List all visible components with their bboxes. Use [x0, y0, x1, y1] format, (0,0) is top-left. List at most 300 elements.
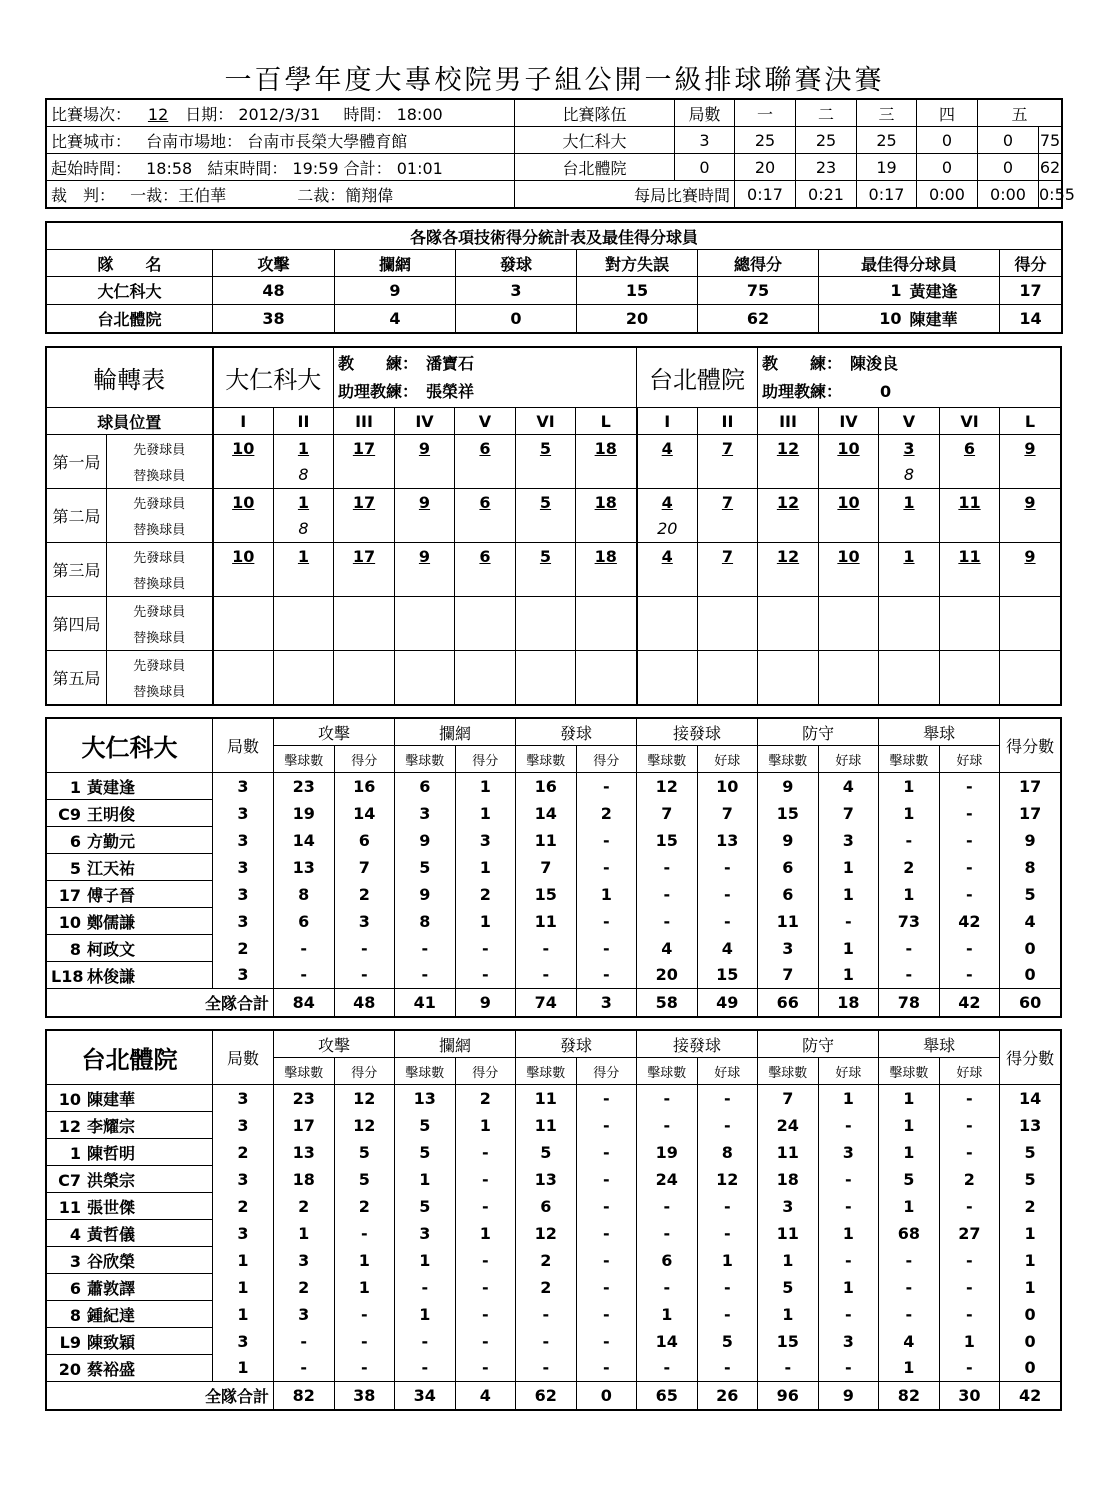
sub-player — [395, 678, 455, 705]
stat-sub-header: 擊球數 — [879, 746, 940, 773]
match-no-cell — [47, 100, 515, 127]
starter-player: 5 — [516, 435, 576, 462]
stat-value: 2 — [334, 1193, 395, 1220]
team-a-name: 大仁科大 — [213, 348, 334, 408]
stat-value: - — [576, 1166, 637, 1193]
starter-player: 6 — [455, 489, 516, 516]
best-player-name: 陳建華 — [906, 305, 1000, 333]
player-cell — [47, 1274, 213, 1301]
sub-player — [940, 678, 1000, 705]
stat-value: 1 — [1000, 1220, 1061, 1247]
position-header: VI — [940, 408, 1000, 435]
player-row — [47, 1220, 1061, 1247]
stat-value: - — [697, 1355, 758, 1382]
tech-team: 台北體院 — [47, 305, 213, 333]
player-cell — [47, 854, 213, 881]
player-cell — [47, 1328, 213, 1355]
starter-player: 1 — [879, 543, 940, 570]
stat-value: 12 — [697, 1166, 758, 1193]
stat-value: 15 — [697, 962, 758, 989]
starter-player: 7 — [698, 543, 758, 570]
date-value: 2012/3/31 — [238, 104, 321, 124]
stat-value: 4 — [818, 773, 879, 800]
stat-value: 11 — [516, 1085, 577, 1112]
stat-value: - — [455, 1193, 516, 1220]
stat-value: - — [818, 1355, 879, 1382]
stat-value: 9 — [1000, 827, 1061, 854]
player-name: 林俊謙 — [87, 966, 136, 986]
set-score: 25 — [857, 127, 917, 154]
stat-value: 2 — [213, 1139, 274, 1166]
position-header: II — [274, 408, 334, 435]
stat-value: 68 — [879, 1220, 940, 1247]
stat-value: 9 — [758, 827, 819, 854]
sub-player — [455, 624, 516, 651]
player-row — [47, 908, 1061, 935]
stat-value: - — [939, 1193, 1000, 1220]
stat-value: 16 — [334, 773, 395, 800]
starter-player — [455, 597, 516, 624]
stat-value: 1 — [879, 881, 940, 908]
stat-value: - — [334, 1220, 395, 1247]
stat-value: - — [395, 962, 456, 989]
stat-value: 1 — [395, 1247, 456, 1274]
rotation-set-row — [47, 651, 1061, 678]
sub-player — [274, 678, 334, 705]
sub-player — [576, 624, 637, 651]
stat-sub-header: 好球 — [939, 1058, 1000, 1085]
set-time: 0:00 — [917, 181, 978, 208]
sub-player — [395, 624, 455, 651]
player-number: C7 — [58, 1170, 81, 1190]
starter-player: 10 — [819, 543, 879, 570]
tech-header: 總得分 — [698, 250, 819, 277]
sub-player — [940, 462, 1000, 489]
set-time: 0:55 — [1039, 181, 1062, 208]
starter-player: 10 — [819, 489, 879, 516]
stat-value: 11 — [516, 827, 577, 854]
position-header: IV — [819, 408, 879, 435]
referee-2: 二裁：簡翔偉 — [297, 185, 394, 205]
stat-value: 3 — [213, 962, 274, 989]
team-total-value: 9 — [818, 1382, 879, 1410]
time-label: 時間： — [343, 104, 392, 124]
starter-player: 3 — [879, 435, 940, 462]
stat-value: - — [576, 1247, 637, 1274]
referee-cell — [47, 181, 515, 208]
set-score: 25 — [735, 127, 796, 154]
team-b-assistant-value: 0 — [880, 381, 892, 401]
stat-value: 1 — [334, 1274, 395, 1301]
stat-value: 1 — [455, 1112, 516, 1139]
stat-value: 8 — [395, 908, 456, 935]
starter-player: 11 — [940, 543, 1000, 570]
player-cell — [47, 1301, 213, 1328]
tech-stats-table — [46, 222, 1062, 333]
starter-player — [576, 651, 637, 678]
player-number: 20 — [58, 1359, 81, 1379]
sub-player — [395, 516, 455, 543]
sub-label: 替換球員 — [107, 624, 213, 651]
stat-sub-header: 好球 — [818, 746, 879, 773]
sub-label: 替換球員 — [107, 516, 213, 543]
starter-player — [698, 597, 758, 624]
player-cell — [47, 908, 213, 935]
team-b-coaches — [758, 348, 1061, 408]
player-cell — [47, 827, 213, 854]
stat-value: - — [879, 827, 940, 854]
stat-value: - — [576, 962, 637, 989]
tech-header: 攻擊 — [213, 250, 335, 277]
starter-label: 先發球員 — [107, 651, 213, 678]
starter-player: 7 — [698, 435, 758, 462]
starter-label: 先發球員 — [107, 543, 213, 570]
stat-value: - — [939, 1274, 1000, 1301]
set-score: 20 — [735, 154, 796, 181]
stat-value: 1 — [455, 908, 516, 935]
set-score: 0 — [978, 154, 1039, 181]
starter-player: 1 — [274, 489, 334, 516]
team-total-value: 41 — [395, 989, 456, 1017]
starter-player — [758, 597, 819, 624]
sub-player — [758, 570, 819, 597]
starter-player: 10 — [213, 489, 274, 516]
stat-value: - — [455, 1274, 516, 1301]
stat-value: 1 — [818, 1274, 879, 1301]
team-total-value: 42 — [1000, 1382, 1061, 1410]
stat-value: 5 — [395, 1139, 456, 1166]
stat-value: 5 — [1000, 881, 1061, 908]
position-header: VI — [516, 408, 576, 435]
starter-player: 18 — [576, 489, 637, 516]
player-cell — [47, 773, 213, 800]
stat-value: - — [697, 1301, 758, 1328]
sub-player — [1000, 570, 1061, 597]
stat-value: - — [939, 827, 1000, 854]
sub-player — [516, 516, 576, 543]
stat-sub-header: 得分 — [334, 746, 395, 773]
stat-value: 14 — [1000, 1085, 1061, 1112]
stat-value: 9 — [758, 773, 819, 800]
stat-group-header: 攻擊 — [274, 1031, 395, 1058]
starter-label: 先發球員 — [107, 597, 213, 624]
stat-value: 3 — [395, 1220, 456, 1247]
starter-player: 7 — [698, 489, 758, 516]
starter-player: 9 — [395, 435, 455, 462]
stat-value: - — [637, 854, 698, 881]
team-a-coach: 教 練： 潘寶石 — [338, 353, 475, 373]
set-time: 0:17 — [857, 181, 917, 208]
stat-value: - — [818, 908, 879, 935]
stat-value: 19 — [637, 1139, 698, 1166]
stat-value: - — [697, 1274, 758, 1301]
stat-value: - — [637, 1220, 698, 1247]
stat-value: - — [576, 773, 637, 800]
stat-value: - — [697, 881, 758, 908]
team-b-name: 台北體院 — [637, 348, 758, 408]
stat-value: - — [516, 1301, 577, 1328]
stat-value: 0 — [1000, 1355, 1061, 1382]
points-header: 得分數 — [1000, 719, 1061, 773]
stat-value: - — [455, 1355, 516, 1382]
position-header: III — [758, 408, 819, 435]
player-row — [47, 854, 1061, 881]
team-a-stats-table — [46, 718, 1061, 1017]
team-total-label: 全隊合計 — [47, 989, 274, 1017]
stat-value: 1 — [879, 1355, 940, 1382]
stat-value: 3 — [455, 827, 516, 854]
stat-value: - — [516, 962, 577, 989]
sub-player: 8 — [274, 516, 334, 543]
stat-value: 6 — [334, 827, 395, 854]
tech-value: 38 — [213, 305, 335, 333]
stat-sub-header: 擊球數 — [395, 1058, 456, 1085]
tech-value: 48 — [213, 277, 335, 305]
tech-value: 75 — [698, 277, 819, 305]
stat-value: - — [697, 1112, 758, 1139]
player-cell — [47, 935, 213, 962]
rotation-set-row — [47, 597, 1061, 624]
stat-value: 3 — [213, 1166, 274, 1193]
stat-value: - — [818, 1166, 879, 1193]
stat-value: 3 — [334, 908, 395, 935]
stat-group-header: 接發球 — [637, 719, 758, 746]
score-header: 二 — [796, 100, 857, 127]
starter-player: 1 — [274, 435, 334, 462]
stat-value: 19 — [274, 800, 335, 827]
sub-player — [455, 570, 516, 597]
sub-player — [213, 624, 274, 651]
stat-value: 14 — [516, 800, 577, 827]
stat-value: - — [334, 1328, 395, 1355]
stat-group-header: 攔網 — [395, 1031, 516, 1058]
sub-player — [940, 570, 1000, 597]
stat-sub-header: 擊球數 — [274, 1058, 335, 1085]
stat-value: 3 — [818, 1139, 879, 1166]
player-name: 李耀宗 — [87, 1116, 136, 1136]
team-total-value: 0 — [576, 1382, 637, 1410]
stat-value: 7 — [516, 854, 577, 881]
position-header: II — [698, 408, 758, 435]
stat-sub-header: 得分 — [455, 746, 516, 773]
team-total-label: 全隊合計 — [47, 1382, 274, 1410]
team-cell: 台北體院 — [515, 154, 675, 181]
starter-player — [516, 651, 576, 678]
stat-sub-header: 好球 — [939, 746, 1000, 773]
player-row — [47, 962, 1061, 989]
rotation-sub-row — [47, 570, 1061, 597]
position-header: IV — [395, 408, 455, 435]
position-header: L — [1000, 408, 1061, 435]
stat-value: - — [939, 962, 1000, 989]
stat-value: 2 — [1000, 1193, 1061, 1220]
stat-value: - — [576, 1193, 637, 1220]
stat-value: 6 — [395, 773, 456, 800]
tech-value: 15 — [577, 277, 698, 305]
sub-player — [879, 570, 940, 597]
starter-player: 12 — [758, 489, 819, 516]
stat-group-header: 舉球 — [879, 1031, 1000, 1058]
stat-sub-header: 好球 — [697, 746, 758, 773]
stat-value: - — [455, 1247, 516, 1274]
stat-value: 10 — [697, 773, 758, 800]
sub-player — [213, 462, 274, 489]
sub-player — [455, 678, 516, 705]
starter-player — [274, 597, 334, 624]
player-name: 傅子晉 — [87, 885, 136, 905]
player-row — [47, 1112, 1061, 1139]
stat-value: - — [395, 1274, 456, 1301]
team-total-value: 58 — [637, 989, 698, 1017]
stat-value: 2 — [516, 1274, 577, 1301]
sub-player — [819, 570, 879, 597]
stat-value: - — [818, 1301, 879, 1328]
stat-value: 4 — [637, 935, 698, 962]
team-total-value: 4 — [455, 1382, 516, 1410]
sub-player — [1000, 462, 1061, 489]
player-name: 江天祐 — [87, 858, 136, 878]
stat-sub-header: 擊球數 — [516, 746, 577, 773]
stat-value: 1 — [758, 1247, 819, 1274]
stat-group-header: 發球 — [516, 1031, 637, 1058]
player-number: 6 — [69, 1278, 81, 1298]
stat-value: - — [637, 1085, 698, 1112]
starter-player: 5 — [516, 489, 576, 516]
stat-value: 1 — [213, 1274, 274, 1301]
stat-value: 5 — [1000, 1166, 1061, 1193]
stat-value: 1 — [213, 1355, 274, 1382]
player-row — [47, 1274, 1061, 1301]
stat-sub-header: 得分 — [576, 1058, 637, 1085]
stat-value: - — [637, 1112, 698, 1139]
player-name: 蕭敦譯 — [87, 1278, 136, 1298]
score-header: 局數 — [675, 100, 735, 127]
stat-value: - — [576, 935, 637, 962]
stat-value: 5 — [758, 1274, 819, 1301]
stat-value: 12 — [516, 1220, 577, 1247]
stat-value: - — [697, 854, 758, 881]
best-player-name: 黃建逢 — [906, 277, 1000, 305]
stat-value: - — [274, 1328, 335, 1355]
stat-value: 3 — [213, 827, 274, 854]
score-header: 三 — [857, 100, 917, 127]
team-total-value: 96 — [758, 1382, 819, 1410]
city-value: 台南市 — [146, 131, 195, 151]
set-score: 0 — [917, 154, 978, 181]
stat-sub-header: 得分 — [576, 746, 637, 773]
starter-player: 6 — [940, 435, 1000, 462]
player-name: 蔡裕盛 — [87, 1359, 136, 1379]
starter-player — [637, 597, 698, 624]
stat-sub-header: 擊球數 — [637, 746, 698, 773]
stat-value: 1 — [576, 881, 637, 908]
stat-value: 14 — [334, 800, 395, 827]
rotation-title: 輪轉表 — [47, 348, 213, 408]
starter-player — [213, 651, 274, 678]
player-number: 1 — [69, 777, 81, 797]
stat-value: - — [879, 962, 940, 989]
set-time: 0:21 — [796, 181, 857, 208]
sub-player — [698, 570, 758, 597]
starter-player: 11 — [940, 489, 1000, 516]
team-b-coach: 教 練： 陳浚良 — [762, 353, 899, 373]
tech-team: 大仁科大 — [47, 277, 213, 305]
stat-value: - — [516, 1355, 577, 1382]
sub-player — [213, 516, 274, 543]
stat-value: 23 — [274, 773, 335, 800]
score-header: 四 — [917, 100, 978, 127]
stat-value: 0 — [1000, 962, 1061, 989]
player-number: L18 — [51, 966, 84, 986]
stat-value: - — [939, 935, 1000, 962]
player-name: 谷欣榮 — [87, 1251, 136, 1271]
tech-header: 發球 — [456, 250, 577, 277]
starter-player: 1 — [274, 543, 334, 570]
team-total-value: 84 — [274, 989, 335, 1017]
stat-value: 7 — [334, 854, 395, 881]
team-total-value: 48 — [334, 989, 395, 1017]
stat-value: 3 — [213, 1328, 274, 1355]
stat-value: 15 — [637, 827, 698, 854]
starter-player — [637, 651, 698, 678]
stat-value: - — [697, 1085, 758, 1112]
stat-value: - — [939, 1355, 1000, 1382]
team-total-value: 38 — [334, 1382, 395, 1410]
stat-value: 1 — [213, 1301, 274, 1328]
start-value: 18:58 — [146, 158, 193, 178]
sets-won: 3 — [675, 127, 735, 154]
stat-value: 2 — [274, 1274, 335, 1301]
starter-player: 9 — [1000, 489, 1061, 516]
sub-player: 8 — [879, 462, 940, 489]
date-label: 日期： — [185, 104, 234, 124]
starter-player: 18 — [576, 543, 637, 570]
stat-group-header: 攻擊 — [274, 719, 395, 746]
starter-player — [1000, 651, 1061, 678]
end-value: 19:59 — [292, 158, 339, 178]
player-number: L9 — [59, 1332, 81, 1352]
stat-value: 1 — [395, 1301, 456, 1328]
starter-player — [395, 597, 455, 624]
stat-value: 11 — [516, 908, 577, 935]
team-total-value: 18 — [818, 989, 879, 1017]
stat-value: 1 — [879, 1193, 940, 1220]
starter-player: 17 — [334, 489, 395, 516]
sub-player — [576, 570, 637, 597]
starter-player — [758, 651, 819, 678]
stat-sub-header: 擊球數 — [516, 1058, 577, 1085]
stat-value: 2 — [213, 1193, 274, 1220]
sub-player — [940, 624, 1000, 651]
stat-value: - — [576, 1274, 637, 1301]
stat-value: - — [395, 1328, 456, 1355]
stat-value: - — [576, 908, 637, 935]
stat-value: - — [576, 854, 637, 881]
stat-value: 6 — [637, 1247, 698, 1274]
stat-value: 13 — [395, 1085, 456, 1112]
player-row — [47, 773, 1061, 800]
stat-value: 4 — [697, 935, 758, 962]
player-number: 5 — [69, 858, 81, 878]
player-cell — [47, 1139, 213, 1166]
sub-player — [1000, 624, 1061, 651]
stat-value: 24 — [758, 1112, 819, 1139]
player-number: C9 — [58, 804, 81, 824]
starter-player: 4 — [637, 543, 698, 570]
sub-player — [637, 462, 698, 489]
position-header: L — [576, 408, 637, 435]
player-row — [47, 1139, 1061, 1166]
